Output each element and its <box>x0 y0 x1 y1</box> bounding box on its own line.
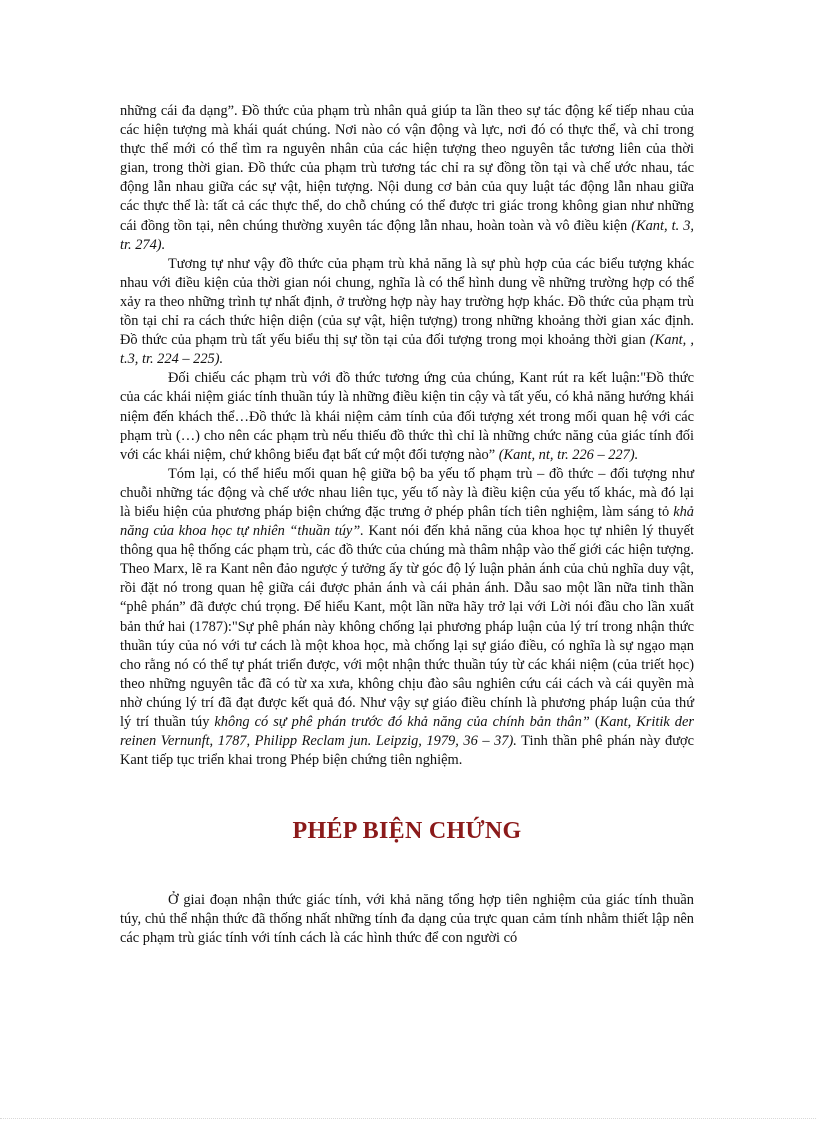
paragraph-schema-causality <box>120 102 694 255</box>
paragraph-dialectic-intro: Ở giai đoạn nhận thức giác tính, với khả năng tổng hợp tiên nghiệm của giác tính thuần túy, chủ thể nhận thức đã thống nhất những tính đa dạng của trực quan cảm tính nhằm thiết lập nên các phạm trù giác tính với tính cách là các hình thức để con người có <box>120 892 694 947</box>
paragraph-summary <box>120 465 694 771</box>
paragraph-text: Tóm lại, có thể hiểu mối quan hệ giữa bộ ba yếu tố phạm trù – đồ thức – đối tượng như chuỗi những tác động và chế ước nhau liên tục, yếu tố này là điều kiện của yếu tố khác, mà đó lại là biểu hiện của phương pháp biện chứng đặc trưng ở phép phân tích tiên nghiệm, làm sáng tỏ <box>120 465 694 520</box>
paragraph-text: Tương tự như vậy đồ thức của phạm trù khả năng là sự phù hợp của các biểu tượng khác nhau với điều kiện của thời gian nói chung, nghĩa là có thể hình dung về những trường hợp có thể xảy ra theo những trình tự nhất định, ở trường hợp này hay trường hợp khác. Đồ thức của phạm trù tồn tại chỉ ra cách thức hiện diện (của sự vật, hiện tượng) trong những khoảng thời gian xác định. Đồ thức của phạm trù tất yếu biểu thị sự tồn tại của đối tượng trong mọi khoảng thời gian <box>120 255 694 349</box>
citation: (Kant, , t.3, tr. 224 – 225). <box>120 332 694 368</box>
paragraph-text: những cái đa dạng”. Đồ thức của phạm trù nhân quả giúp ta lần theo sự tác động kế tiếp nhau của các hiện tượng mà khái quát chúng. Nơi nào có vận động và lực, nơi đó có thực thể, và chỉ trong thực thể mới có thể tìm ra nguyên nhân của các hiện tượng theo nguyên tắc tương liên của thời gian, trong thời gian. Đồ thức của phạm trù tương tác chỉ ra sự đồng tồn tại và chế ước nhau, tác động lẫn nhau giữa các sự vật, hiện tượng. Nội dung cơ bản của quy luật tác động lẫn nhau giữa các thực thể là: tất cả các thực thể, do chỗ chúng có thể được tri giác trong không gian như những cái đồng tồn tại, nên chúng thường xuyên tác động lẫn nhau, hoàn toàn và vô điều kiện <box>120 103 694 234</box>
citation: Kant, Kritik der reinen Vernunft, 1787, Philipp Reclam jun. Leipzig, 1979, 36 – 37). <box>120 714 694 750</box>
italic-phrase: khả năng của khoa học tự nhiên “thuần túy”. <box>120 503 694 540</box>
paragraph-text: Kant nói đến khả năng của khoa học tự nhiên lý thuyết thông qua hệ thống các phạm trù, các đồ thức của chúng mà thâm nhập vào thế giới các hiện tượng. Theo Marx, lẽ ra Kant nên đảo ngược ý tưởng ấy từ góc độ lý luận phản ánh của chủ nghĩa duy vật, rồi đặt nó trong quan hệ giữa cái được phản ánh và cái phản ánh. Dẫu sao một lần nữa tinh thần “phê phán” đã được chú trọng. Để hiểu Kant, một lần nữa hãy trở lại với Lời nói đầu cho lần xuất bản thứ hai (1787):"Sự phê phán này không chống lại phương pháp luận của lý trí trong nhận thức thuần túy của nó với tư cách là một khoa học, mà chống lại sự giáo điều, có nghĩa là sự ngạo mạn cho rằng nó có thể tự phát triển được, với một nhận thức thuần túy từ các khái niệm (của triết học) theo những nguyên tắc đã có từ xa xưa, không chịu đào sâu nghiên cứu cái cách và cái quyền mà nhờ chúng lý trí đã đạt được kết quả đó. Như vậy sự giáo điều chính là phương pháp luận của thứ lý trí thuần túy <box>120 523 695 730</box>
paragraph-schema-possibility <box>120 255 694 370</box>
citation: (Kant, nt, tr. 226 – 227). <box>498 446 639 463</box>
paragraph-kant-conclusion <box>120 369 694 464</box>
paragraph-text: Tinh thần phê phán này được Kant tiếp tục triển khai trong Phép biện chứng tiên nghiệm. <box>120 733 694 769</box>
paragraph-text: ( <box>589 714 600 730</box>
citation: (Kant, t. 3, tr. 274). <box>120 217 694 253</box>
document-page <box>120 102 694 949</box>
page-bottom-divider <box>0 1118 816 1119</box>
section-title: PHÉP BIỆN CHỨNG <box>292 818 522 845</box>
paragraph-text: Đối chiếu các phạm trù với đồ thức tương ứng của chúng, Kant rút ra kết luận:"Đồ thức của các khái niệm giác tính thuần túy là những điều kiện tin cậy và tất yếu, có khả năng hướng khái niệm đến khách thể…Đồ thức là khái niệm cảm tính của đối tượng xét trong mối quan hệ với các phạm trù (…) cho nên các phạm trù nếu thiếu đồ thức thì chỉ là những chức năng của giác tính đối với các khái niệm, chứ không biểu đạt bất cứ một đối tượng nào” <box>120 370 694 463</box>
italic-phrase: không có sự phê phán trước đó khả năng của chính bản thân” <box>214 714 590 730</box>
